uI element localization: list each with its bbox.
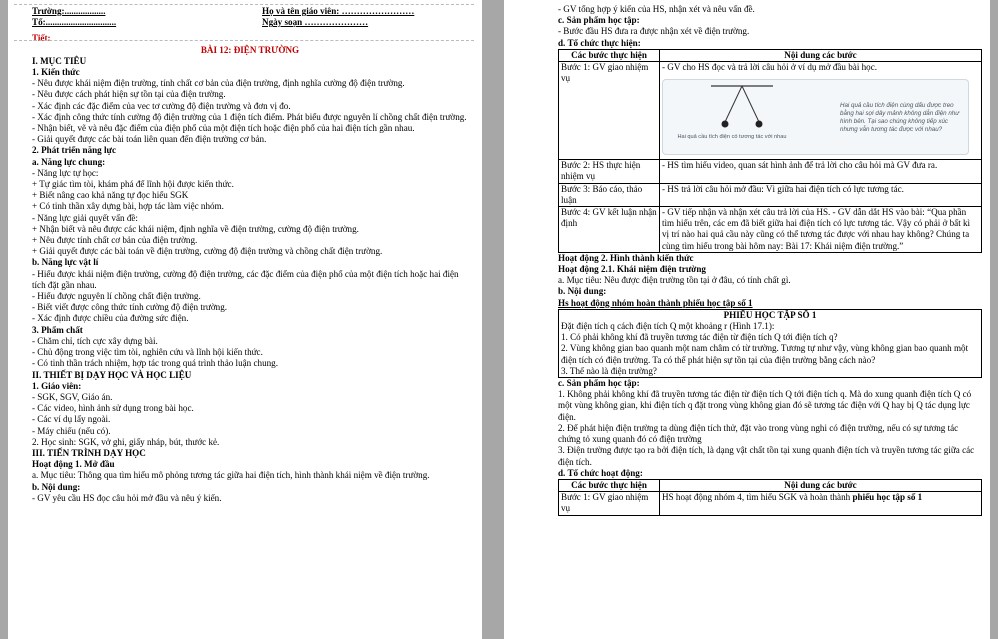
text-line: a. Mục tiêu: Nêu được điện trường tồn tại ở đâu, có tính chất gì. bbox=[558, 275, 791, 286]
lesson-title: BÀI 12: ĐIỆN TRƯỜNG bbox=[200, 44, 300, 55]
document-header bbox=[32, 6, 468, 28]
table1-header-steps: Các bước thực hiện bbox=[559, 49, 660, 61]
table-row bbox=[559, 492, 982, 515]
text-line: + Biết nâng cao khả năng tự đọc hiểu SGK bbox=[32, 190, 189, 201]
text-line: 1. Không phải không khí đã truyền tương tác điện từ điện tích Q tới điện tích q. Mà do xung quanh điện tích Q có một vùng không gian, khi điện tích q đặt trong vùng không gian đó sẽ tương tác điện với Q hay bị Q tác dụng lực điện. bbox=[558, 389, 972, 422]
text-line: - Nhận biết, vẽ và nêu đặc điểm của điện phổ của một điện tích hoặc điện phổ của hai điện tích gần nhau. bbox=[32, 123, 415, 134]
right-top-text bbox=[558, 4, 982, 49]
text-line: I. MỤC TIÊU bbox=[32, 55, 87, 66]
text-line: b. Năng lực vật lí bbox=[32, 257, 99, 268]
table-row bbox=[559, 207, 982, 253]
text-line: - Chăm chỉ, tích cực xây dựng bài. bbox=[32, 335, 158, 346]
text-line: Hoạt động 2. Hình thành kiến thức bbox=[558, 252, 694, 263]
worksheet-line: 3. Thế nào là điện trường? bbox=[561, 365, 657, 376]
left-page bbox=[8, 0, 482, 639]
worksheet-line: 1. Có phải không khí đã truyền tương tác điện từ điện tích Q tới điện tích q? bbox=[561, 332, 838, 343]
text-line: 2. Học sinh: SGK, vở ghi, giấy nháp, bút, thước kẻ. bbox=[32, 436, 220, 447]
header-top-rule bbox=[14, 4, 474, 5]
text-line: c. Sản phẩm học tập: bbox=[558, 378, 640, 389]
opening-figure bbox=[662, 79, 969, 155]
text-line: 2. Để phát hiện điện trường ta dùng điện tích thử, đặt vào trong vùng nghi có điện trường, nếu có sự tương tác chứng tỏ xung quanh đó có điện trường bbox=[558, 422, 959, 445]
text-line: - Năng lực giải quyết vấn đề: bbox=[32, 212, 138, 223]
table1-header-content: Nội dung các bước bbox=[660, 49, 982, 61]
table1-step: Bước 4: GV kết luận nhận định bbox=[559, 207, 660, 253]
text-line: 1. Giáo viên: bbox=[32, 380, 82, 391]
text-line: - Nêu được cách phát hiện sự tồn tại của điện trường. bbox=[32, 89, 226, 100]
worksheet-lines bbox=[561, 321, 979, 377]
text-line: - Hiểu được khái niệm điện trường, cường độ điện trường, các đặc điểm của điện phổ của một điện tích hoặc hai điện tích đặt gần nhau. bbox=[32, 268, 459, 290]
charged-spheres-illustration bbox=[673, 82, 813, 142]
text-line: b. Nội dung: bbox=[558, 286, 607, 297]
table-row bbox=[559, 183, 982, 206]
text-line: - Các video, hình ảnh sử dụng trong bài học. bbox=[32, 403, 194, 414]
text-line: - SGK, SGV, Giáo án. bbox=[32, 391, 113, 402]
table1-step: Bước 1: GV giao nhiệm vụ bbox=[559, 62, 660, 160]
activity1-table bbox=[558, 49, 982, 253]
text-line: c. Sản phẩm học tập: bbox=[558, 15, 640, 26]
text-line: - Máy chiếu (nếu có). bbox=[32, 425, 111, 436]
text-line: + Nêu được tính chất cơ bản của điện trường. bbox=[32, 235, 198, 246]
text-line: 3. Điện trường được tạo ra bởi điện tích, là dạng vật chất tồn tại xung quanh điện tích và truyền tương tác giữa các điện tích. bbox=[558, 445, 975, 467]
worksheet-line: 2. Vùng không gian bao quanh một nam châm có từ trường. Tương tự như vậy, vùng không gian bao quanh một điện tích có điện trường. Ta có thể phát hiện sự tồn tại của điện trường bằng cách nào? bbox=[561, 343, 969, 365]
text-line: - GV tổng hợp ý kiến của HS, nhận xét và nêu vấn đề. bbox=[558, 4, 755, 14]
table1-step: Bước 2: HS thực hiện nhiệm vụ bbox=[559, 160, 660, 183]
right-bottom-text bbox=[558, 378, 982, 479]
text-line: + Có tinh thần xây dựng bài, hợp tác làm việc nhóm. bbox=[32, 201, 224, 212]
header-bottom-rule bbox=[14, 40, 474, 41]
table2-step: Bước 1: GV giao nhiệm vụ bbox=[559, 492, 660, 515]
right-mid-text bbox=[558, 253, 982, 309]
text-line: + Tự giác tìm tòi, khám phá để lĩnh hội được kiến thức. bbox=[32, 179, 234, 190]
text-line: 3. Phẩm chất bbox=[32, 324, 83, 335]
table1-step: Bước 3: Báo cáo, thảo luận bbox=[559, 183, 660, 206]
figure-caption: Hai quả cầu tích điện có tương tác với nhau bbox=[677, 134, 787, 141]
table-row bbox=[559, 160, 982, 183]
period-label: Tiết: bbox=[32, 33, 51, 44]
text-line: d. Tổ chức thực hiện: bbox=[558, 37, 641, 48]
text-line: a. Năng lực chung: bbox=[32, 156, 106, 167]
text-line: + Giải quyết được các bài toán về điện trường, cường độ điện trường và chồng chất điện trường. bbox=[32, 246, 383, 257]
text-line: - Có tinh thần trách nhiệm, hợp tác trong quá trình thảo luận chung. bbox=[32, 358, 278, 369]
text-line: d. Tổ chức hoạt động: bbox=[558, 467, 643, 478]
table-row bbox=[559, 62, 982, 160]
text-line: - Hiểu được nguyên lí chồng chất điện trường. bbox=[32, 291, 201, 302]
text-line: 2. Phát triển năng lực bbox=[32, 145, 117, 156]
text-line: - Giải quyết được các bài toán liên quan đến điện trường cơ bản. bbox=[32, 134, 267, 145]
table2-content: HS hoạt động nhóm 4, tìm hiểu SGK và hoàn thành bbox=[662, 492, 853, 503]
group-field: Tổ:............................... bbox=[32, 17, 117, 28]
worksheet-line: Đặt điện tích q cách điện tích Q một khoảng r (Hình 17.1): bbox=[561, 321, 775, 332]
table2-content-bold: phiếu học tập số 1 bbox=[852, 492, 923, 503]
text-line: - Biết viết được công thức tính cường độ điện trường. bbox=[32, 302, 228, 313]
figure-question: Hai quả cầu tích điện cùng dấu được treo bằng hai sợi dây mảnh không dẫn điện như hình bên. Tại sao chúng không tiếp xúc nhưng vẫn tương tác được với nhau? bbox=[840, 102, 960, 134]
worksheet-box bbox=[558, 309, 982, 378]
text-line: - Bước đầu HS đưa ra được nhận xét về điện trường. bbox=[558, 26, 750, 37]
text-line: 1. Kiến thức bbox=[32, 67, 80, 78]
text-line: II. THIẾT BỊ DẠY HỌC VÀ HỌC LIỆU bbox=[32, 369, 192, 380]
text-line: - Xác định được chiều của đường sức điện. bbox=[32, 313, 189, 324]
text-line: - GV yêu cầu HS đọc câu hỏi mở đầu và nêu ý kiến. bbox=[32, 492, 222, 503]
text-line: - Xác định công thức tính cường độ điện trường của 1 điện tích điểm. Phát biểu được nguyên lí chồng chất điện trường. bbox=[32, 111, 467, 122]
table1-content: - GV cho HS đọc và trả lời câu hỏi ở ví dụ mở đầu bài học. bbox=[662, 62, 878, 73]
activity2-table bbox=[558, 479, 982, 516]
text-line: b. Nội dung: bbox=[32, 481, 81, 492]
teacher-field: Họ và tên giáo viên: …………………… bbox=[262, 6, 415, 16]
table2-content-cell bbox=[660, 492, 982, 515]
text-line: - Nêu được khái niệm điện trường, tính chất cơ bản của điện trường, định nghĩa cường độ điện trường. bbox=[32, 78, 405, 89]
table1-content-cell bbox=[660, 62, 982, 160]
text-line: + Nhận biết và nêu được các khái niệm, định nghĩa về điện trường, cường độ điện trường. bbox=[32, 223, 359, 234]
text-line: - Năng lực tự học: bbox=[32, 167, 99, 178]
text-line: III. TIẾN TRÌNH DẠY HỌC bbox=[32, 447, 146, 458]
table1-content: - HS trả lời câu hỏi mở đầu: Vì giữa hai điện tích có lực tương tác. bbox=[660, 183, 982, 206]
worksheet-title: PHIẾU HỌC TẬP SỐ 1 bbox=[723, 309, 817, 320]
table2-header-content: Nội dung các bước bbox=[660, 479, 982, 491]
text-line: - Các ví dụ lấy ngoài. bbox=[32, 414, 111, 425]
table2-header-steps: Các bước thực hiện bbox=[559, 479, 660, 491]
text-line: - Xác định các đặc điểm của vec tơ cường độ điện trường và đơn vị đo. bbox=[32, 100, 291, 111]
left-body bbox=[32, 56, 468, 504]
table1-content: - HS tìm hiểu video, quan sát hình ảnh để trả lời cho câu hỏi mà GV đưa ra. bbox=[660, 160, 982, 183]
text-line: Hoạt động 2.1. Khái niệm điện trường bbox=[558, 264, 706, 275]
right-page bbox=[504, 0, 990, 639]
text-line: Hs hoạt động nhóm hoàn thành phiếu học tập số 1 bbox=[558, 297, 753, 308]
text-line: - Chủ động trong việc tìm tòi, nghiên cứu và lĩnh hội kiến thức. bbox=[32, 347, 263, 358]
text-line: a. Mục tiêu: Thông qua tìm hiểu mô phỏng tương tác giữa hai điện tích, hình thành khái niệm về điện trường. bbox=[32, 470, 430, 481]
table1-content: - GV tiếp nhận và nhận xét câu trả lời của HS. - GV dẫn dắt HS vào bài: “Qua phần tìm hiểu trên, các em đã biết giữa hai điện tích có lực tương tác. Vậy có phải ở bất kì vị trí nào hai quả cầu này cũng có thể tương tác được với nhau hay không? Chúng ta cùng tìm hiểu trong bài hôm nay: Bài 17: Khái niệm điện trường.” bbox=[660, 207, 982, 253]
school-field: Trường:.................. bbox=[32, 6, 106, 16]
text-line: Hoạt động 1. Mở đầu bbox=[32, 459, 115, 470]
date-field: Ngày soạn ………………… bbox=[262, 17, 369, 28]
